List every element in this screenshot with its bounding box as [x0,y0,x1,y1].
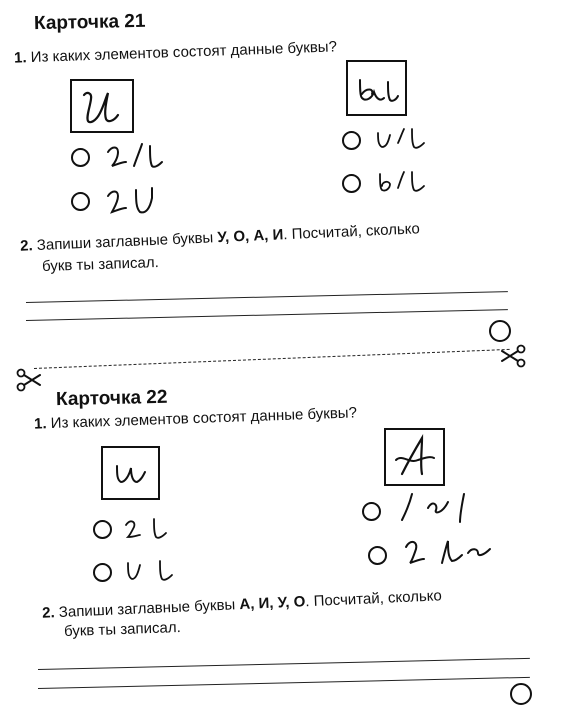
question-text-cont: . Посчитай, сколько [304,587,443,611]
letter-elements-glyph [104,140,164,170]
option-radio[interactable] [342,174,361,193]
cursive-small-y-glyph [348,62,405,114]
option-radio[interactable] [362,502,381,521]
option-radio[interactable] [368,546,387,565]
writing-line[interactable] [26,291,508,303]
option-radio[interactable] [93,520,112,539]
question-text: Запиши заглавные буквы [58,596,240,621]
answer-circle[interactable] [489,320,511,342]
scissors-icon [500,343,526,369]
letter-box-i-small-cursive [101,446,160,500]
question-number: 2. [41,604,56,622]
answer-circle[interactable] [510,683,532,705]
cursive-capital-a-glyph [386,430,443,484]
question-text: Из каких элементов состоят данные буквы? [30,38,338,67]
card-22-question-2-line-2: букв ты записал. [63,618,182,641]
writing-line[interactable] [38,658,530,671]
card-21-question-2 [20,220,420,254]
question-number: 1. [13,49,27,67]
question-text-cont: . Посчитай, сколько [282,220,421,244]
writing-line[interactable] [26,309,508,321]
letter-elements-glyph [374,125,428,153]
question-number: 2. [19,237,34,255]
cursive-capital-i-glyph [72,81,132,131]
option-radio[interactable] [71,148,90,167]
highlighted-letters: У, О, А, И [217,226,284,247]
card-21-question-2-line-2: букв ты записал. [41,253,160,276]
option-radio[interactable] [71,192,90,211]
letter-elements-glyph [104,184,164,216]
question-number: 1. [33,415,47,433]
writing-line[interactable] [38,677,530,690]
letter-box-a-cursive [384,428,445,486]
card-21-title: Карточка 21 [33,10,146,35]
card-22-question-2 [42,587,442,621]
question-text: Запиши заглавные буквы [36,229,218,254]
card-22-title: Карточка 22 [55,386,168,411]
letter-elements-glyph [122,515,170,541]
highlighted-letters: А, И, У, О [239,593,306,614]
letter-elements-glyph [124,557,176,583]
cursive-small-i-glyph [103,448,158,498]
question-text: Из каких элементов состоят данные буквы? [50,404,358,433]
letter-elements-glyph [374,168,428,196]
cut-line [34,349,510,369]
option-radio[interactable] [342,131,361,150]
option-radio[interactable] [93,563,112,582]
letter-elements-glyph [402,535,494,569]
scissors-icon [16,367,42,393]
letter-elements-glyph [398,490,478,526]
letter-box-i-cursive [70,79,134,133]
letter-box-y-cursive [346,60,407,116]
card-21-question-1 [14,38,337,66]
